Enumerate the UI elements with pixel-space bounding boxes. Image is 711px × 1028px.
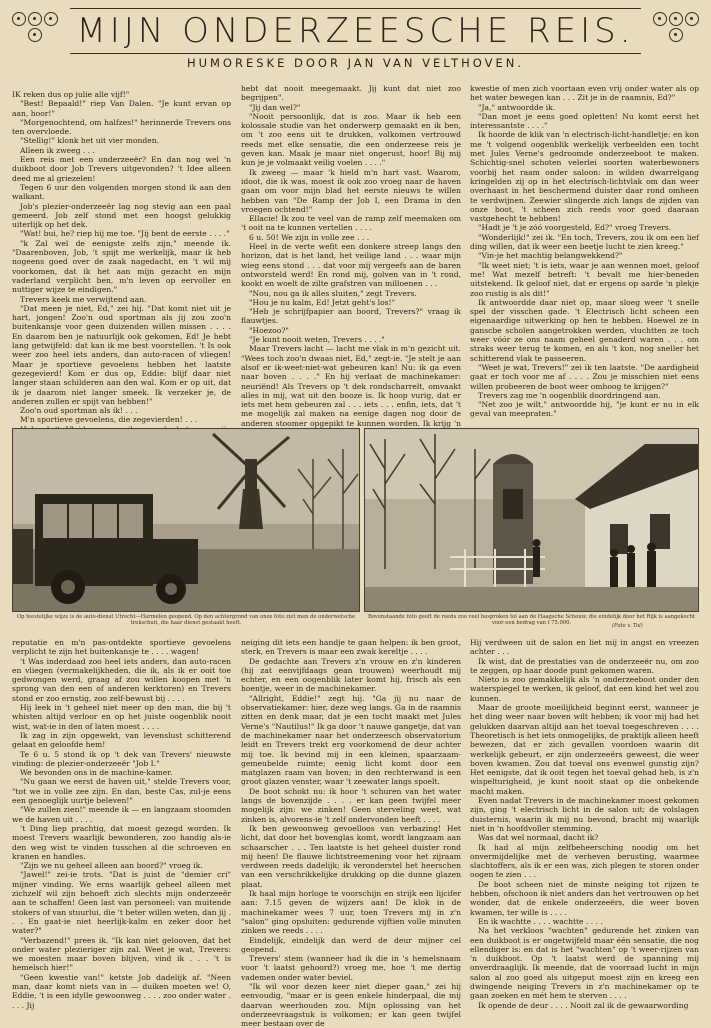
ornament-rings-icon [653,8,699,46]
paragraph: "Nou, nou ga ik alles sluiten," zegt Trevers. [249,288,417,298]
paragraph: "Wonderlijk!" zei ik. "En toch, Trevers, zou ik om een lief ding willen, dat ik weer een beetje lucht te zien kreeg." [470,232,699,252]
paragraph: We bevonden ons in de machine-kamer. [20,768,173,778]
paragraph: hebt dat nooit meegemaakt. Jij kunt dat niet zoo begrijpen". [241,84,461,103]
paragraph: "We zullen zien!" meende ik — en langzaam stoomden we de haven uit . . . . [12,805,231,824]
paragraph: 't Ding liep prachtig, dat moest gezegd worden. Ik moest Trevers waarlijk bewonderen, zoo handig als-ie den weg wist te vinden tusschen al die schroeven en kranen en handles. [12,823,231,861]
paragraph: "Ik weet niet; 't is iets, waar je aan wennen moet, geloof me! Wat mezelf betreft: 't bevalt me hier-beneden uitstekend. Ik geloof niet, dat er ergens op aarde 'n plekje zoo rustig is als dit!" [470,260,699,298]
paragraph: reputatie en m'n pas-ontdekte sportieve gevoelens verplicht te zijn het buitenkansje te . . . . wagen! [12,638,231,657]
paragraph: De boot scheen niet de minste neiging tot rijzen te hebben, ofschoon ik niet anders dan het vertrouwen op het wonder, dat de enkele onderzeeërs, die weer boven kwamen, ter wille is . . . . [470,879,699,917]
paragraph: Trevers keek me verwijtend aan. [20,294,147,304]
paragraph: Ellacie! Ik zou te veel van de ramp zelf meemaken om 't ooit na te kunnen vertellen . . . . [241,214,461,233]
paragraph: Alleen ik zweeg . . . [20,145,95,155]
paragraph: En ik wachtte . . . . wachtte . . . . [478,916,603,926]
article-subtitle: HUMORESKE DOOR JAN VAN VELTHOVEN. [186,56,525,70]
paragraph: Een reis met een onderzeeër? En dan nog wel 'n duikboot door Job Trevers uitgevonden? 't Idee alleen deed me al griezelen! [12,155,231,183]
paragraph: Job's plezier-onderzeeër lag nog stevig aan een paal gemeerd. Job zelf stond met een hoogst gelukkig uiterlijk op het dek. [12,201,231,230]
paragraph: Hij leek in 't geheel niet meer op den man, die bij 't whisten altijd verloor en op het juiste oogenblik nooit wist, wat-ie in den of laten moest . . . . [12,703,231,731]
text-column-5 [241,638,461,1028]
paragraph: "Vin-je het machtig belangwekkend?" [478,251,623,261]
paragraph: "Wat! bui, he? riep hij me toe. "Jij bent de eerste . . . ." [20,229,230,239]
paragraph: Even nadat Trevers in de machinekamer moest gekomen zijn, ging 't electrisch licht in de salon uit; de volslagen duisternis, waarin ik mij nu bevond, bracht mij waarlijk niet in 'n hoofdvoller stemming. [470,796,699,833]
paragraph: IK reken dus op julie alle vijf!" [12,90,130,99]
ornament-rings-icon [12,8,58,46]
paragraph: De boot schokt nu: ik hoor 't schuren van het water langs de bovenzijde . . . . er kan geen twijfel meer mogelijk zijn: we zinken! Geen sterveling weet, wat zinken is, alvorens-ie 't zelf ondervonden heeft . . . . [241,786,461,824]
paragraph: "Nooit persoonlijk, dat is zoo. Maar ik heb een kolossale studie van het onderwerp gemaakt en ik ben, om 't zoo eens uit te drukken, volkomen vertrouwd reeds met elke sensatie, die een onderzeese reis je geven kan. Maak je maar niet ongerust, hoor! Bij mij kun je je volmaakt veilig voelen . . . ." [241,111,461,168]
paragraph: "Jawel!" zei-ie trots. "Dat is juist de "demier cri" mijner vinding. We erns waarlijk geheel alleen met zichzelf wil zijn behoeft zich slechts mijn onderzeeër aan te schaffen! Geen last van personeel: van muitende stokers of van stuurlui, die 't beter willen weten, dan jij . . . En gaat-ie niet heerlijk-kalm en zeker door het water?" [12,870,231,936]
paragraph: Ik opende de deur . . . . Nooit zal ik de gewaarwording [478,1000,689,1010]
photo-autobus-windmill [12,428,360,612]
paragraph: Ik had al mijn zelfbeheersching noodig om het onvermijdelijke met de verheven berusting, waarmee slachtoffers, als ik er een was, zich plegen te storen onder oogen te zien . . . [470,842,699,880]
paragraph: "Zijn we nu geheel alleen aan boord?" vroeg ik. [20,861,203,871]
paragraph: kwestie of men zich voortaan even vrij onder water als op het water bewegen kan . . . Zit je in de raamnis, Ed?" [470,84,699,103]
paragraph: Was dat wel normaal, dacht ik? [478,833,599,843]
paragraph: "Best! Bepaald!" riep Van Dalen. "Je kunt ervan op aan, hoor!" [12,99,231,118]
paragraph: "Hadt je 't je zóó voorgesteld, Ed?" vroeg Trevers. [478,223,672,233]
paragraph: "Ja," antwoordde ik. [478,102,556,112]
paragraph: Nieto is zoo gemakkelijk als 'n onderzeeboot onder den waterspiegel te werken, ik geloof, dat een kind het wel zou kunnen. [470,675,699,703]
paragraph: Ik antwoordde daar niet op, maar sloeg weer 't snelle spel der visschen gade. 't Electrisch licht scheen een eigenaardige uitwerking op hen te hebben. Hoewel ze in ganscbe scholen aangetrokken werden, vluchtten ze toch weer vóór ze ons naam geheel genaderd waren . . . om straks weer terug te komen, en als 't kon, nog sneller het schitterend vlak te passeeren. [470,297,699,363]
paragraph: "Jij dan wel?" [249,102,301,112]
paragraph: "Dat meen je niet, Ed," zei hij. "Dat komt niet uit je hart, jongen! Zoo'n oud sportman als jij zou zoo'n buitenkansje voor geen duizenden willen missen . . . . En daarom ben je natuurlijk ook gekomen, Ed! Je hebt lang getwijfeld: dat kan ik me best voorstellen. 't Is ook weer zoo heel iets anders, dan auto-racen of vliegen! Maar je sportieve gevoelens hebben het laatste gezegevierd! Kom er dus op, Eddie: blijf daar niet langer staan schilderen aan den wal. Kom er op uit, dat ik je daarom niet langer smeek. Ik verzeker je, de anderen zullen er spijt van hebben!" [12,303,231,406]
paragraph: "Geen kwestie van!" ketste Job dadelijk af. "Neen man, daar komt niets van in — duiken moeten we! O, Eddie, 't is een idylle gewoonweg . . . . zoo onder water . . . . Jij [12,972,231,1010]
paragraph: "Hou je nu kalm, Ed! Jetzt geht's los!" [249,297,396,307]
paragraph: "Dan moet je eens goed opletten! Nu komt eerst het interessantste . . . ." [470,111,699,131]
paragraph: "k Zal wel de eenigste zelfs zijn," meende ik. "Daarenboven, Job, 't spijt me werkelijk, maar ik heb nogeens goed over de zaak nagedacht, en 't wil mij voorkomen, dat ik het aan mijn gezacht en mijn vaderland verplicht ben, m'n leven op eervoller en nuttiger wijze te eindigen." [12,238,231,295]
photo-credit: (Foto v. Tol) [612,623,643,629]
paragraph: Ik haal mijn horloge te voorschijn en strijk een lijcifer aan: 7.15 geven de wijzers aan! De klok in de machinekamer wees 7 uur, toen Trevers mij in z'n "salon" ging opsluiten: gedurende vijftien volle minuten zinken we reeds . . . . [241,889,461,936]
paragraph: De gedachte aan Trevers z'n vrouw en z'n kinderen (hij zat eenvijfdaags gean trouwen) weerhoudt mij echter, en een oogenblik later komt hij, frisch als een hoentje, weer in de machinekamer. [241,656,461,694]
paragraph: "Je kunt nooit weten, Trevers . . . ." [249,335,385,345]
paragraph: "Stellig!" klonk het uit vier monden. [20,136,160,146]
paragraph: Ik wist, dat de prestaties van de onderzeeër nu, om zoo te zeggen, op haar doode punt gekomen waren. [470,656,699,675]
paragraph: Ik hoorde de klik van 'n electrisch-licht-handletje: en kon me 't volgend oogenblik werkelijk verbeelden een tocht met Jules Verne's gedroomde onderzeeboot te maken. Schichtig-snel schoten velerlei soorten waterbewoners voorbij het raam onder saloon: in wilden dwarrelgang kringelden zij op in het electrisch-lichtvlak om dan weer overhaast in het beschermend duister daar rond omheen te verdwijnen. Zeewier slingerde zich langs de zijden van onze boot, 't scheen zich reeds voor goed daaraan vastgehecht te hebben! [470,130,699,224]
paragraph: Eindelijk, eindelijk dan werd de deur mijner cel geopend. [241,935,461,954]
paragraph: Ik zag in zijn opgewekt, van levenslust schitterend gelaat en geloofde hem! [12,730,231,750]
paragraph: 6 u. 50! We zijn in volle zee . . . [249,232,370,242]
paragraph: Tegen 6 uur den volgenden morgen stond ik aan den walkant. [12,182,231,202]
paragraph: "Nu gaan we eerst de haven uit," stelde Trevers voor, "tot we in volle zee zijn. En dan, beste Cas, zul-je eens een genoeglijk uurtje beleven!" [12,777,231,806]
paragraph: Ik ben gewoonweg gevoelloos van verbazing! Het licht, dat door het bovenglas komt, wordt langzaam aan schaarscher . . . Ten laatste is het geheel duister rond mij heen! De flauwe lichtstreemening voor het zijraam verdween reeds dadelijk; ik veronderstel het heerschen van een verschrikkelijke drukking op die dunne glazen plaat. [241,823,461,889]
paragraph: Trevers' stem (wanneer had ik die in 's hemelsnaam voor 't laatst gehoord?) vroeg me, hoe 't me dertig vademen onder water beviel. [241,954,461,982]
paragraph: Na het verkloos "wachten" gedurende het zinken van een duikboot is er ongetwijfeld maar één sensatie, die nog ellendiger is: en dat is het "wachten" op 't weer-rijzen van 'n duikboot. Op 't laatst werd de spanning mij onverdraaglijk. Ik meende, dat de voorraad lucht in mijn salon al zoo goed als uitgeput moest zijn en kreeg een dwingende neiging Trevers in z'n machinekamer op te gaan zoeken en mét hem te sterven . . . . [470,926,699,1001]
paragraph: "Net zoo je wilt," antwoordde hij, "je kunt er nu in elk geval van meepraten." [470,400,699,419]
article-header [12,8,699,78]
text-column-3 [470,84,699,430]
paragraph: "Verbazend!" prees ik. "Ik kan niet gelooven, dat het onder water plezieriger zijn zal. Weet je wat, Trevers: we moesten maar boven blijven, vind ik . . . 't is hemelsch hier!" [12,935,231,973]
text-column-4 [12,638,231,1010]
paragraph: "Weet je wat, Trevers!" zei ik ten laatste. "De aardigheid gaat er toch voor me af . . . . Zou je misschien niet eens willen probeeren de boot weer omhoog te krijgen?" [470,362,699,391]
paragraph: Zoo'n oud sportman als ik! . . . [20,406,138,416]
paragraph: Maar Trevers lacht — lacht me vlak in m'n gezicht uit. "Wees toch zoo'n dwaas niet, Ed," zegt-ie. "Je stelt je aan alsof er ik-weet-niet-wat gebeuren kan! Nu: ik ga even naar boven . . . ." En hij verlaat de machinekamer: neuriënd! Als Trevers op 't dek rondscharrelt, omvaakt alles in mij, wat uit den booze is. Ik hoop vurig, dat er iets met hem gebeuren zal . . . iets . . . enfin, iets, dat 't me mogelijk zal maken na eenige dagen nog door de anderen stoomer opgepikt te kunnen worden. Ik krijg 'n [241,344,461,428]
paragraph: Maar de groote moeilijkheid beginnt eerst, wanneer je het ding weer naar boven wilt hebben; ik voor mij had het gelukken daarvan altijd aan het toeval toegeschreven . . . . Theoretisch is het iets onmogelijks, de praktijk alleen heeft bewezen, dat er zich gevallen voordoen waarin dit werkelijk gebeurt, er zijn onderzeeërs geweest, die weer boven kwamen. Zou dat toeval ons evenwel gunstig zijn? Het eenigste, dat ik ooit tegen het toeval gehad heb, is z'n wispelturigheid, je kunt nooit staat op die onbekende macht maken. [470,703,699,796]
paragraph: neiging dit iets een handje te gaan helpen: ik ben groot, sterk, en Trevers is maar een zwak kereltje . . . . [241,638,461,657]
paragraph: 't Was inderdaad zoo heel iets anders, dan auto-racen en vliegen (vermakelijkheden, die ik, als ik er ooit toe gedwongen werd, graag af zou willen koopen met 'n sprong van den een of anderen kerktoren) en Trevers stond er zoo ernstig, zoo zelf-bewust bij . . . . [12,656,231,703]
paragraph: Ik zweeg — maar 'k hield m'n hart vast. Waarom, idoot, die ik was, moest ik ook zoo vroeg naar de haven gaan om voor mijn blad het eerste nieuws te willen hebben van "De Ramp der Job I, een Drama in den vroegen ochtend!" [241,167,461,214]
paragraph: Heel in de verte wefit een donkere streep langs den horizon, dat is het land, het veilige land . . . waar mijn wieg eens stond . . . dat voor mij vergeefs aan de baren ontworsteld werd! En rond mij, golven van in 't rond, kookt en woelt de zilte grafstren van milloenen . . . [241,242,461,289]
paragraph: M'n sportieve gevoelens, die zegevierden! . . . [20,415,198,425]
text-column-1 [12,90,231,430]
paragraph: "Morgenochtend, om halfzes!" herinnerde Trevers ons ten overvloede. [12,117,231,137]
paragraph: Trevers zag me 'n oogenblik doordringend aan. [478,390,661,400]
paragraph: "Heb je schrijfpapier aan boord, Trevers?" vraag ik flauwtjes. [241,307,461,326]
paragraph: Te 6 u. 5 stond ik op 't dek van Trevers' nieuwste vinding: de plezier-onderzeeër "Job I." [12,749,231,768]
photo-caption-2: Bovenstaande foto geeft de reeds zoo veel besproken tol aan de Haagsche Schouw, die eindelijk door het Rijk is aangekocht voor een bedrag van f 75.000. [367,614,696,627]
article-title: MIJN ONDERZEESCHE REIS. [76,11,635,51]
title-frame [70,8,641,54]
text-column-6 [470,638,699,1010]
paragraph: "Allright, Eddie!" zegt hij. "Ga jij nu naar de observatiekamer: hier, deze weg langs. Ga in de raamnis zitten en denk maar, dat je een tocht maakt met Jules Verne's "Nautilus!" Ik ga door 't nauwe gangetje, dat van de machinekamer naar het onderzeesch observatorium leidt en Trevers trekt erg voorkomend de deur achter mij toe. Ik bevind mij in een kleinen, spaarzaam-gemeubelde ruimte; eenig licht komt door een matglazen raam van boven; in den rechterwand is een groot glazen venster, waar 't zeewater langs spoelt. [241,693,461,787]
photo-caption-1: Op feestelijke wijze is de auto-dienst Utrecht—Harmelen geopend. Op den achtergrond van onze foto ziet men de onderwetsche trekschuit, die haar dienst gestaakt heeft. [16,614,356,627]
paragraph: "Hoezoo?" [249,325,289,335]
paragraph: "Ik wil voor dezen keer niet dieper gaan," zei hij eenvoudig, "maar er is geen enkele hinderpaal, die mij daarvan weerhouden zou. Mijn oplossing van het onderzeevraagstuk is volkomen; er kan geen twijfel meer bestaan over de [241,981,461,1028]
text-column-2 [241,84,461,430]
photo-tollhouse [364,428,699,612]
paragraph: Hij verdween uit de salon en liet mij in angst en vreezen achter . . . [470,638,699,657]
